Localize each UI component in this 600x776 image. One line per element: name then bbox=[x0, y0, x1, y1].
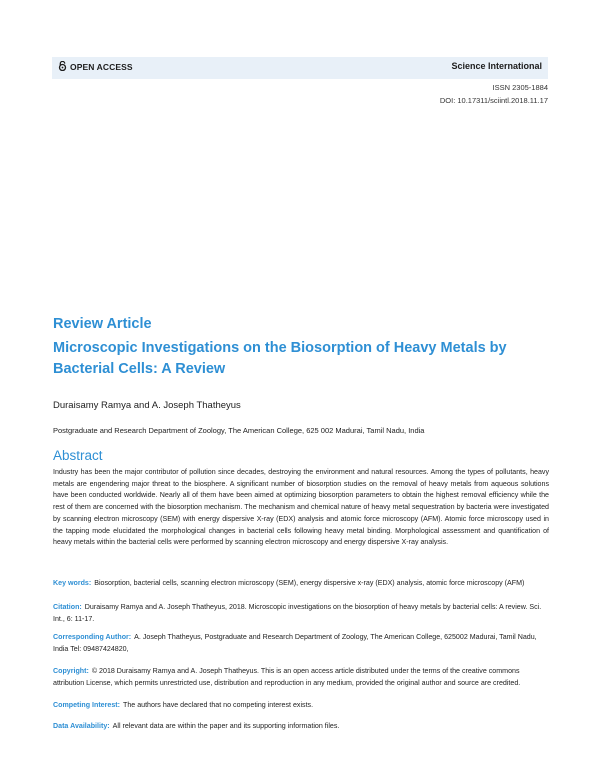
copyright bbox=[53, 665, 549, 689]
affiliation: Postgraduate and Research Department of Zoology, The American College, 625 002 Madurai, Tamil Nadu, India bbox=[53, 426, 425, 435]
competing-interest-label: Competing Interest: bbox=[53, 701, 120, 709]
data-availability-text: All relevant data are within the paper and its supporting information files. bbox=[112, 722, 340, 730]
issn: ISSN 2305-1884 bbox=[492, 83, 548, 92]
article-type: Review Article bbox=[53, 316, 152, 332]
data-availability-label: Data Availability: bbox=[53, 722, 110, 730]
copyright-text: © 2018 Duraisamy Ramya and A. Joseph Thatheyus. This is an open access article distributed under the terms of the creative commons attribution License, which permits unrestricted use, distribution and reproduction in any medium, provided the original author and source are credited. bbox=[53, 667, 521, 687]
keywords-text: Biosorption, bacterial cells, scanning electron microscopy (SEM), energy dispersive x-ray (EDX) analysis, atomic force microscopy (AFM) bbox=[94, 579, 525, 587]
authors: Duraisamy Ramya and A. Joseph Thatheyus bbox=[53, 400, 241, 411]
corresponding-author-label: Corresponding Author: bbox=[53, 633, 132, 641]
doi[interactable]: DOI: 10.17311/sciintl.2018.11.17 bbox=[439, 96, 548, 105]
journal-name: Science International bbox=[451, 61, 542, 71]
keywords-label: Key words: bbox=[53, 579, 92, 587]
corresponding-author-text: A. Joseph Thatheyus, Postgraduate and Research Department of Zoology, The American College, 625002 Madurai, Tamil Nadu, India Tel: 09487424820, bbox=[53, 633, 537, 653]
competing-interest bbox=[53, 699, 549, 711]
citation-label: Citation: bbox=[53, 603, 82, 611]
copyright-label: Copyright: bbox=[53, 667, 89, 675]
competing-interest-text: The authors have declared that no competing interest exists. bbox=[123, 701, 314, 709]
header-bar bbox=[52, 57, 548, 79]
abstract-text: Industry has been the major contributor of pollution since decades, destroying the environment and natural resources. Among the types of pollutants, heavy metals are engendering major threat to the biosphere. A significant number of biosorption studies on the removal of heavy metals from aqueous solutions have been conducted worldwide. Nearly all of them have been aimed at optimizing biosorption parameters to obtain the highest removal efficiency while the rest of them are concerned with the biosorption mechanism. The mechanism and chemical nature of heavy metal sequestration by bacteria were investigated by scanning electron microscopy (SEM) with energy dispersive X-ray (EDX) analysis and atomic force microscopy (AFM). Atomic force microscopy used in the tapping mode elucidated the morphological changes in bacterial cells following heavy metal binding. Morphological assessment and quantification of heavy metals within the bacterial cells were performed by scanning electron microscopy and energy dispersive X-ray analysis. bbox=[53, 468, 549, 547]
corresponding-author bbox=[53, 631, 549, 655]
open-access-lock-icon bbox=[58, 61, 67, 71]
article-title: Microscopic Investigations on the Biosorption of Heavy Metals by Bacterial Cells: A Review bbox=[53, 340, 507, 377]
citation bbox=[53, 601, 549, 625]
open-access-badge bbox=[58, 61, 133, 72]
keywords bbox=[53, 577, 549, 589]
open-access-label: OPEN ACCESS bbox=[70, 62, 133, 72]
citation-text: Duraisamy Ramya and A. Joseph Thatheyus, 2018. Microscopic investigations on the biosorption of heavy metals by bacterial cells: A review. Sci. Int., 6: 11-17. bbox=[53, 603, 542, 623]
data-availability bbox=[53, 720, 549, 732]
abstract-heading: Abstract bbox=[53, 448, 103, 463]
